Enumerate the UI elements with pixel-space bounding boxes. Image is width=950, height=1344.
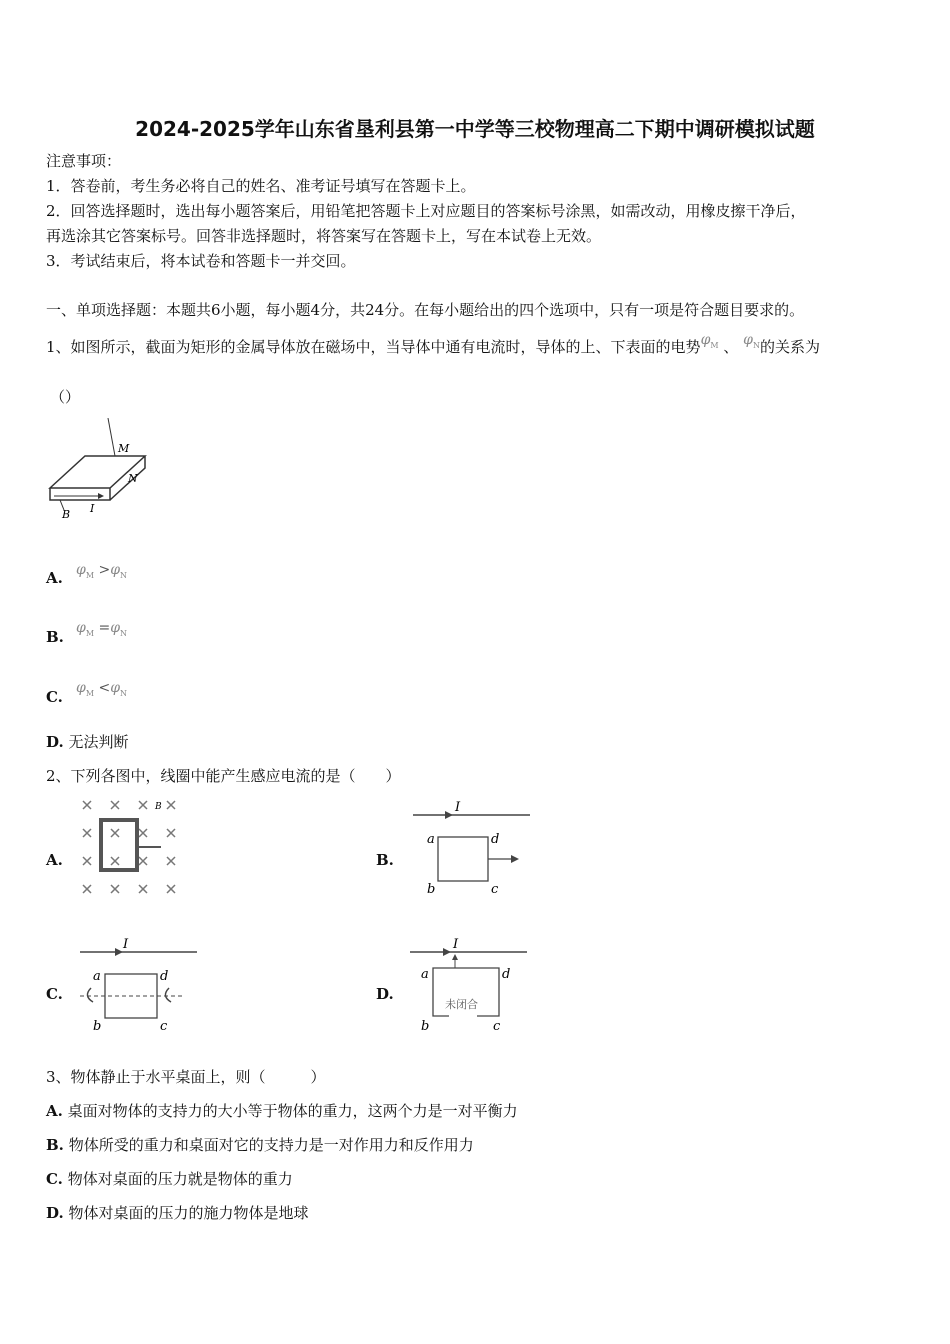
option-text: 桌面对物体的支持力的大小等于物体的重力，这两个力是一对平衡力 [67, 1102, 518, 1120]
field-cross-icon [111, 829, 119, 837]
option-d[interactable] [46, 1203, 309, 1223]
subscript: N [120, 688, 128, 698]
field-cross-icon [139, 829, 147, 837]
label-i: I [123, 937, 129, 952]
option-label: B. [376, 851, 394, 869]
label-c: c [491, 882, 499, 897]
notice-heading: 注意事项： [46, 152, 122, 170]
option-c-formula[interactable] [76, 678, 127, 704]
label-a: a [421, 967, 429, 982]
label-open: 未闭合 [445, 998, 478, 1011]
label-b: b [427, 882, 436, 897]
field-cross-icon [167, 885, 175, 893]
label-d: d [160, 969, 169, 984]
label-a: a [427, 832, 435, 847]
relation: > [98, 562, 111, 578]
field-cross-icon [83, 857, 91, 865]
option-label: D. [46, 733, 64, 751]
phi: φ [76, 680, 86, 696]
field-cross-icon [167, 801, 175, 809]
phi: φ [110, 620, 121, 636]
phi: φ [110, 680, 121, 696]
label-c: c [493, 1019, 501, 1034]
stem-text: 1、如图所示，截面为矩形的金属导体放在磁场中，当导体中通有电流时，导体的上、下表面的电势 [46, 338, 701, 356]
option-label: A. [46, 1102, 63, 1120]
label-m: M [118, 442, 130, 455]
option-c[interactable] [46, 1169, 293, 1189]
phi: φ [76, 562, 86, 578]
label-n: N [128, 472, 138, 485]
label-b: b [421, 1019, 430, 1034]
subscript: N [120, 570, 128, 580]
figure-c[interactable] [75, 930, 205, 1035]
label-i: I [455, 800, 461, 815]
option-b[interactable] [46, 1135, 474, 1155]
option-label: C. [46, 985, 63, 1003]
phi-symbol: φ [700, 332, 711, 348]
field-cross-icon [83, 829, 91, 837]
option-label: C. [46, 688, 63, 706]
option-text: 物体对桌面的压力的施力物体是地球 [68, 1204, 309, 1222]
label-b: B [62, 508, 71, 521]
phi: φ [76, 620, 86, 636]
figure-d[interactable] [405, 930, 535, 1035]
label-a: a [93, 969, 101, 984]
field-cross-icon [139, 885, 147, 893]
option-label: D. [46, 1204, 64, 1222]
field-cross-icon [83, 801, 91, 809]
figure-a[interactable] [75, 795, 195, 900]
field-cross-icon [83, 885, 91, 893]
question-3-stem: 3、物体静止于水平桌面上，则（ ） [46, 1068, 326, 1086]
notice-item: 2．回答选择题时，选出每小题答案后，用铅笔把答题卡上对应题目的答案标号涂黑，如需改动，用橡皮擦干净后， [46, 202, 806, 220]
notice-item: 1．答卷前，考生务必将自己的姓名、准考证号填写在答题卡上。 [46, 177, 476, 195]
subscript: M [85, 628, 95, 638]
subscript: M [85, 688, 95, 698]
field-cross-icon [139, 801, 147, 809]
subscript: M [710, 340, 719, 350]
separator: 、 [723, 338, 739, 356]
label-c: c [160, 1019, 168, 1034]
subscript: M [85, 570, 95, 580]
field-cross-icon [139, 857, 147, 865]
question-1-stem [46, 332, 820, 364]
option-a[interactable] [46, 1101, 518, 1121]
field-cross-icon [111, 857, 119, 865]
notice-item: 3．考试结束后，将本试卷和答题卡一并交回。 [46, 252, 356, 270]
label-b: B [155, 802, 162, 812]
relation: = [98, 620, 111, 636]
phi: φ [110, 562, 121, 578]
field-cross-icon [167, 857, 175, 865]
page-title: 2024-2025学年山东省垦利县第一中学等三校物理高二下期中调研模拟试题 [135, 117, 815, 141]
figure-b[interactable] [405, 795, 535, 900]
field-cross-icon [111, 801, 119, 809]
option-label: A. [46, 851, 63, 869]
option-label: A. [46, 569, 63, 587]
subscript: N [120, 628, 128, 638]
label-d: d [491, 832, 500, 847]
option-label: C. [46, 1170, 63, 1188]
relation: < [98, 680, 111, 696]
notice-item: 再选涂其它答案标号。回答非选择题时，将答案写在答题卡上，写在本试卷上无效。 [46, 227, 602, 245]
option-text: 无法判断 [68, 733, 129, 751]
label-b: b [93, 1019, 102, 1034]
stem-text: 的关系为 [759, 338, 820, 356]
option-a-formula[interactable] [76, 560, 127, 586]
conductor-figure [40, 418, 150, 523]
option-b-formula[interactable] [76, 618, 127, 644]
option-d[interactable] [46, 732, 129, 752]
label-i: I [453, 937, 459, 952]
section-heading: 一、单项选择题：本题共6小题，每小题4分，共24分。在每小题给出的四个选项中，只有一项是符合题目要求的。 [46, 301, 805, 319]
option-label: B. [46, 1136, 64, 1154]
subscript: N [752, 340, 760, 350]
option-text: 物体所受的重力和桌面对它的支持力是一对作用力和反作用力 [68, 1136, 474, 1154]
label-i: I [90, 502, 95, 515]
phi-symbol: φ [743, 332, 753, 348]
field-cross-icon [167, 829, 175, 837]
field-cross-icon [111, 885, 119, 893]
option-label: D. [376, 985, 394, 1003]
question-2-stem: 2、下列各图中，线圈中能产生感应电流的是（ ） [46, 767, 401, 785]
option-text: 物体对桌面的压力就是物体的重力 [67, 1170, 293, 1188]
option-label: B. [46, 628, 64, 646]
answer-paren: （） [50, 388, 81, 406]
label-d: d [502, 967, 511, 982]
